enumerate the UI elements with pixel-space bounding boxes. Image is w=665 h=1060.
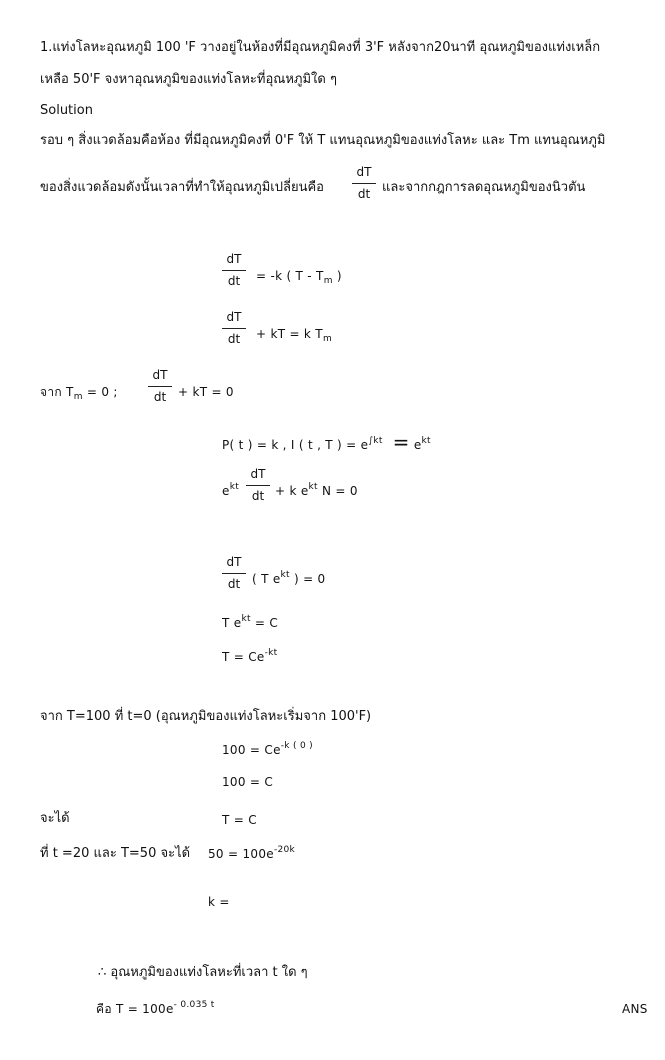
eq1: = -k ( T - $T_m$ ) xyxy=(256,269,342,286)
eq5: + k $e^{kt}$ N = 0 xyxy=(275,482,358,498)
final-answer: คือ $T = 100e^{- 0.035 t}$ xyxy=(96,1000,215,1016)
eq12: $50 = 100e^{-20k}$ xyxy=(208,845,296,861)
intro-line-2a: ของสิ่งแวดล้อมดังนั้นเวลาที่ทำให้อุณหภูมิเปลี่ยนคือ xyxy=(40,180,324,195)
eq11: T = C xyxy=(222,813,257,827)
eq2-fraction: dT dt xyxy=(222,309,246,348)
ans-label: ANS xyxy=(622,1002,648,1016)
eq6-fraction: dT dt xyxy=(222,554,246,593)
eq3-prefix: จาก $T_m = 0$ ; xyxy=(40,385,118,402)
eq8: $T = Ce^{-kt}$ xyxy=(222,648,278,664)
solution-label: Solution xyxy=(40,103,93,118)
intro-line-1: รอบ ๆ สิ่งแวดล้อมคือห้อง ที่มีอุณหภูมิคงที่ 0'F ให้ T แทนอุณหภูมิของแท่งโลหะ และ Tm แทนอุณหภูมิ xyxy=(40,133,606,148)
eq2: + kT = k $T_m$ xyxy=(256,327,333,344)
problem-line-2: เหลือ 50'F จงหาอุณหภูมิของแท่งโลหะที่อุณหภูมิใด ๆ xyxy=(40,72,337,87)
intro-line-2b: และจากกฎการลดอุณหภูมิของนิวตัน xyxy=(382,180,586,195)
therefore-line: ∴ อุณหภูมิของแท่งโลหะที่เวลา t ใด ๆ xyxy=(98,965,308,980)
eq9: $100 = Ce^{-k ( 0 )}$ xyxy=(222,741,313,757)
eq11-label: จะได้ xyxy=(40,811,70,826)
eq5-e: $e^{kt}$ xyxy=(222,482,240,498)
eq7: T $e^{kt} = C$ xyxy=(222,614,279,630)
eq10: 100 = C xyxy=(222,775,274,789)
problem-line-1: 1.แท่งโลหะอุณหภูมิ 100 'F วางอยู่ในห้องที่มีอุณหภูมิคงที่ 3'F หลังจาก20นาที อุณหภูมิของแท่งเหล็ก xyxy=(40,40,601,55)
intro-fraction: dT dt xyxy=(352,164,376,203)
eq3: + kT = 0 xyxy=(178,385,234,399)
condition-1: จาก T=100 ที่ t=0 (อุณหภูมิของแท่งโลหะเริ่มจาก 100'F) xyxy=(40,709,372,724)
eq5-fraction: dT dt xyxy=(246,466,270,505)
condition-2: ที่ t =20 และ T=50 จะได้ xyxy=(40,846,191,861)
eq3-fraction: dT dt xyxy=(148,367,172,406)
eq13: k = xyxy=(208,895,230,909)
eq6: ( T $e^{kt}$ ) = 0 xyxy=(252,570,326,586)
eq4: P( t ) = k , I ( t , T ) = $e^{\int kt} = e^{kt}$ xyxy=(222,430,431,454)
eq1-fraction: dT dt xyxy=(222,251,246,290)
